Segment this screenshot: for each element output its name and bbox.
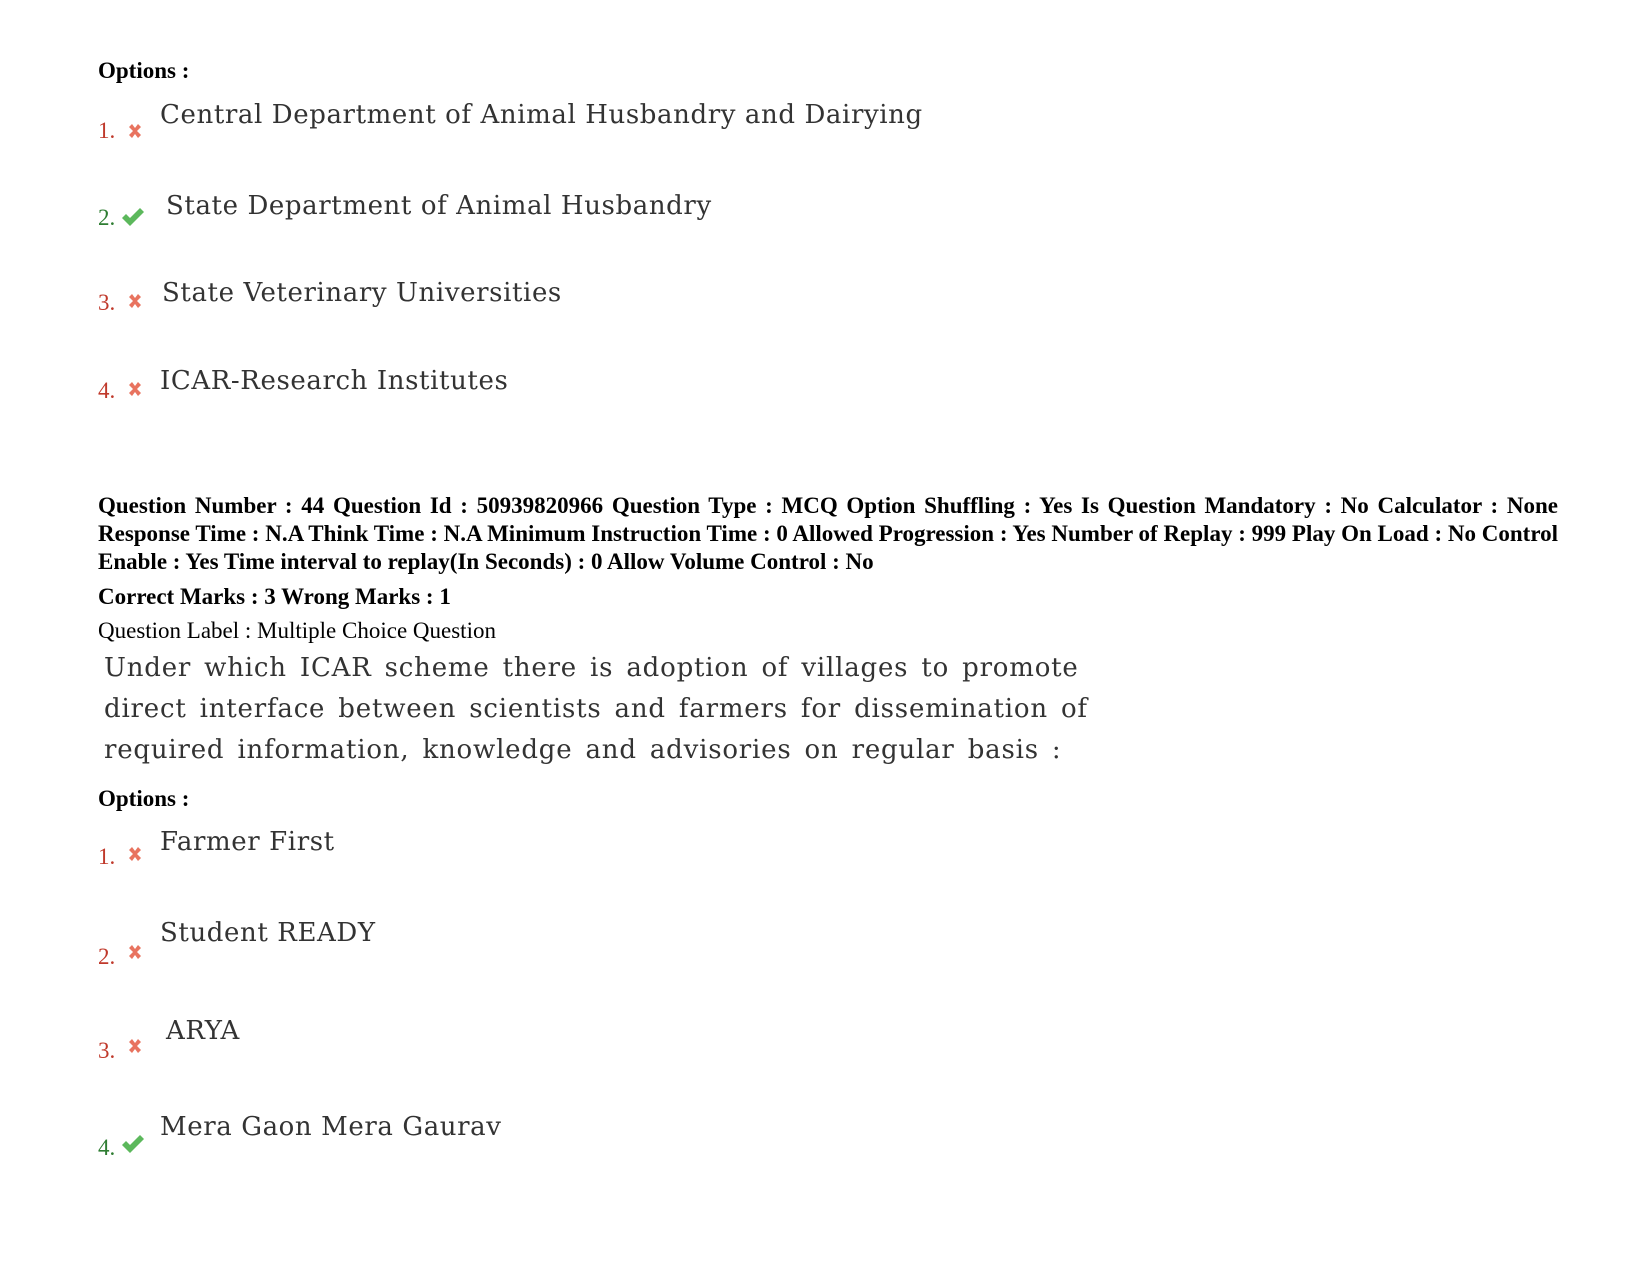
option-number: 2. bbox=[98, 944, 116, 969]
cross-icon bbox=[124, 290, 146, 312]
option-number: 4. bbox=[98, 1135, 116, 1160]
question-label: Question Label : Multiple Choice Question bbox=[98, 618, 496, 643]
cross-icon bbox=[124, 843, 146, 865]
question-text-line: required information, knowledge and advisories on regular basis : bbox=[104, 735, 1062, 765]
option-text: Central Department of Animal Husbandry and Dairying bbox=[160, 100, 923, 130]
option-text: ARYA bbox=[166, 1016, 240, 1046]
option-number: 4. bbox=[98, 378, 116, 403]
option-text: State Department of Animal Husbandry bbox=[166, 191, 712, 221]
option-number: 3. bbox=[98, 290, 116, 315]
option-text: Student READY bbox=[160, 918, 376, 948]
question-text-line: Under which ICAR scheme there is adoption of villages to promote bbox=[104, 653, 1079, 683]
cross-icon bbox=[124, 120, 146, 142]
check-icon bbox=[120, 1133, 146, 1155]
option-number: 1. bbox=[98, 844, 116, 869]
question-meta: Question Number : 44 Question Id : 50939820966 Question Type : MCQ Option Shuffling : Yes Is Question Mandatory : No Calculator : None Response Time : N.A Think Time : N.A Minimum Instruction Time : 0 Allowed Progression : Yes Number of Replay : 999 Play On Load : No Control Enable : Yes Time interval to replay(In Seconds) : 0 Allow Volume Control : No bbox=[98, 493, 1558, 574]
question-text-line: direct interface between scientists and farmers for dissemination of bbox=[104, 694, 1088, 724]
cross-icon bbox=[124, 378, 146, 400]
option-number: 2. bbox=[98, 205, 116, 230]
options-heading: Options : bbox=[98, 786, 190, 811]
option-text: ICAR-Research Institutes bbox=[160, 366, 509, 396]
option-number: 3. bbox=[98, 1038, 116, 1063]
question-text bbox=[104, 648, 1104, 771]
check-icon bbox=[120, 206, 146, 228]
option-text: Farmer First bbox=[160, 827, 335, 857]
option-text: State Veterinary Universities bbox=[162, 278, 562, 308]
option-number: 1. bbox=[98, 118, 116, 143]
marks-line: Correct Marks : 3 Wrong Marks : 1 bbox=[98, 584, 451, 609]
options-heading: Options : bbox=[98, 58, 190, 83]
cross-icon bbox=[124, 1035, 146, 1057]
cross-icon bbox=[124, 941, 146, 963]
option-text: Mera Gaon Mera Gaurav bbox=[160, 1112, 502, 1142]
